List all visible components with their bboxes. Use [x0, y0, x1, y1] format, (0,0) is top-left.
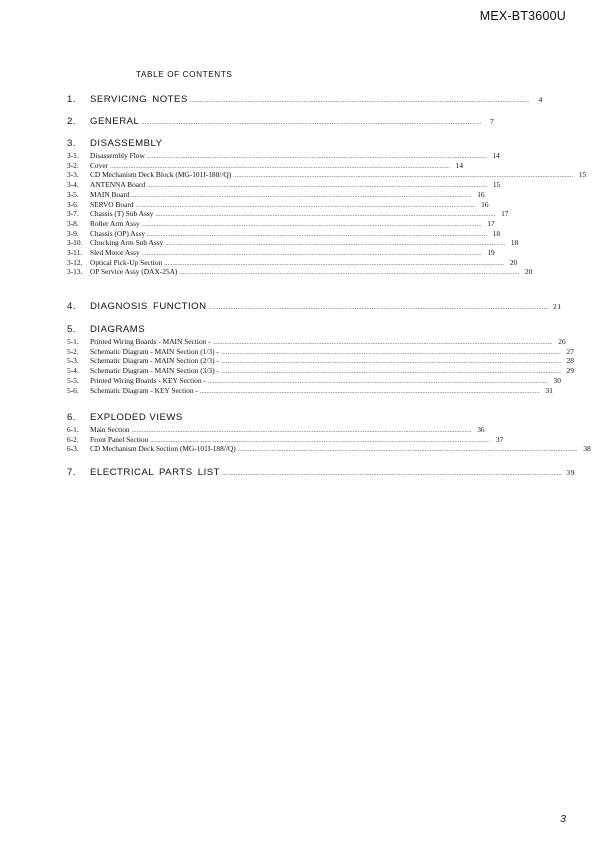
toc-entry[interactable] — [67, 257, 518, 267]
entry-title: Schematic Diagram - MAIN Section (3/3) - — [90, 366, 219, 376]
entry-number: 3-10. — [67, 238, 83, 248]
entry-title: Printed Wiring Boards - KEY Section - — [90, 375, 206, 385]
section-title: SERVICING NOTES — [90, 94, 188, 105]
section-number: 7. — [67, 467, 77, 478]
page-ref: 14 — [455, 160, 464, 170]
entry-number: 6-3. — [67, 444, 79, 454]
toc-entry[interactable] — [67, 366, 574, 376]
page-ref: 16 — [477, 189, 485, 199]
entry-title: Sled Motor Assy — [90, 248, 140, 257]
toc-entry[interactable] — [67, 385, 553, 395]
leader-dots: ........................................................................................................................................................................................................ — [199, 388, 540, 395]
section-number: 5. — [67, 324, 77, 335]
page-ref: 36 — [477, 425, 485, 434]
entry-number: 3-8. — [67, 218, 79, 228]
toc-entry-general[interactable] — [67, 116, 495, 127]
toc-entry[interactable] — [67, 267, 533, 277]
leader-dots: ........................................................................................................................................................................................................ — [147, 231, 488, 238]
leader-dots: ........................................................................................................................................................................................................ — [141, 221, 482, 228]
toc-entry[interactable] — [67, 444, 591, 454]
entry-title: Schematic Diagram - KEY Section - — [90, 385, 198, 395]
page-ref: 21 — [552, 302, 562, 311]
leader-dots: ........................................................................................................................................................................................................ — [208, 305, 549, 311]
section-title: GENERAL — [90, 116, 140, 127]
entry-number: 3-3. — [67, 170, 79, 180]
entry-title: Chassis (OP) Assy — [90, 228, 146, 238]
entry-title: Roller Arm Assy — [90, 218, 140, 228]
page-ref: 17 — [501, 209, 509, 219]
page-ref: 39 — [566, 468, 576, 477]
entry-number: 3-13. — [67, 267, 83, 277]
toc-entry[interactable] — [67, 160, 464, 170]
entry-title: OP Service Assy (DAX-25A) — [90, 267, 178, 277]
page-ref: 15 — [578, 170, 587, 180]
page-ref: 29 — [566, 366, 574, 376]
entry-title: MAIN Board — [90, 189, 130, 199]
entry-number: 5-5. — [67, 375, 79, 385]
leader-dots: ........................................................................................................................................................................................................ — [131, 192, 472, 199]
section-title: DISASSEMBLY — [90, 138, 163, 149]
toc-entry[interactable] — [67, 425, 485, 434]
toc-entry-electrical-parts-list[interactable] — [67, 467, 576, 478]
page-ref: 7 — [490, 117, 495, 126]
toc-entry[interactable] — [67, 337, 566, 346]
leader-dots: ........................................................................................................................................................................................................ — [135, 202, 476, 209]
page-ref: 18 — [510, 238, 519, 248]
entry-title: CD Mechanism Deck Block (MG-101I-188//Q) — [90, 170, 232, 180]
entry-title: CD Mechanism Deck Section (MG-101I-188//Q) — [90, 444, 236, 454]
entry-number: 5-1. — [67, 337, 79, 346]
entry-number: 5-2. — [67, 346, 79, 356]
page-ref: 14 — [492, 151, 500, 160]
page-ref: 28 — [566, 356, 574, 366]
entry-number: 3-6. — [67, 199, 79, 209]
entry-title: Chucking Arm Sub Assy — [90, 238, 164, 248]
entry-number: 6-1. — [67, 425, 79, 434]
page-ref: 37 — [495, 434, 504, 444]
toc-heading-exploded-views[interactable] — [67, 412, 183, 423]
section-number: 2. — [67, 116, 77, 127]
page-ref: 31 — [545, 385, 553, 395]
page-ref: 18 — [492, 228, 501, 238]
toc-entry-diagnosis-function[interactable] — [67, 301, 562, 312]
toc-entry[interactable] — [67, 356, 574, 366]
entry-number: 5-3. — [67, 356, 79, 366]
entry-number: 3-2. — [67, 160, 79, 170]
toc-title: TABLE OF CONTENTS — [136, 70, 233, 79]
page-number: 3 — [560, 813, 566, 825]
leader-dots: ........................................................................................................................................................................................................ — [141, 120, 482, 126]
entry-title: Printed Wiring Boards - MAIN Section - — [90, 337, 211, 346]
leader-dots: ........................................................................................................................................................................................................ — [207, 378, 548, 385]
entry-number: 3-5. — [67, 189, 79, 199]
entry-title: Front Panel Section — [90, 434, 149, 444]
leader-dots: ........................................................................................................................................................................................................ — [212, 340, 553, 346]
entry-number: 3-11. — [67, 248, 83, 257]
leader-dots: ........................................................................................................................................................................................................ — [189, 98, 530, 104]
section-number: 3. — [67, 138, 77, 149]
toc-entry[interactable] — [67, 218, 495, 228]
toc-entry[interactable] — [67, 228, 501, 238]
entry-title: SERVO Board — [90, 199, 134, 209]
section-title: DIAGRAMS — [90, 324, 146, 335]
page-ref: 38 — [583, 444, 591, 454]
leader-dots: ........................................................................................................................................................................................................ — [233, 173, 574, 180]
leader-dots: ........................................................................................................................................................................................................ — [220, 349, 561, 356]
leader-dots: ........................................................................................................................................................................................................ — [165, 241, 506, 248]
toc-entry[interactable] — [67, 199, 489, 209]
toc-heading-disassembly[interactable] — [67, 138, 163, 149]
leader-dots: ........................................................................................................................................................................................................ — [150, 437, 491, 444]
entry-title: Cover — [90, 160, 109, 170]
page-ref: 4 — [538, 95, 543, 104]
entry-title: Chassis (T) Sub Assy — [90, 209, 154, 219]
toc-entry[interactable] — [67, 346, 574, 356]
toc-entry[interactable] — [67, 375, 561, 385]
toc-entry[interactable] — [67, 170, 587, 180]
section-title: ELECTRICAL PARTS LIST — [90, 467, 221, 478]
leader-dots: ........................................................................................................................................................................................................ — [220, 369, 561, 376]
leader-dots: ........................................................................................................................................................................................................ — [110, 163, 451, 170]
entry-number: 3-12. — [67, 257, 83, 267]
toc-entry[interactable] — [67, 151, 500, 160]
toc-entry[interactable] — [67, 434, 504, 444]
entry-number: 3-1. — [67, 151, 79, 160]
section-number: 6. — [67, 412, 77, 423]
leader-dots: ........................................................................................................................................................................................................ — [146, 154, 487, 160]
page-ref: 16 — [481, 199, 489, 209]
leader-dots: ........................................................................................................................................................................................................ — [141, 251, 482, 257]
entry-title: Schematic Diagram - MAIN Section (2/3) - — [90, 356, 219, 366]
page-ref: 20 — [509, 257, 518, 267]
page-ref: 15 — [492, 180, 501, 190]
page-ref: 17 — [487, 218, 495, 228]
toc-entry[interactable] — [67, 248, 495, 257]
section-title: DIAGNOSIS FUNCTION — [90, 301, 207, 312]
page-ref: 27 — [566, 346, 574, 356]
toc-entry[interactable] — [67, 238, 519, 248]
section-number: 1. — [67, 94, 77, 105]
leader-dots: ........................................................................................................................................................................................................ — [220, 359, 561, 366]
leader-dots: ........................................................................................................................................................................................................ — [222, 471, 563, 477]
page-ref: 30 — [553, 375, 561, 385]
entry-number: 3-9. — [67, 228, 79, 238]
leader-dots: ........................................................................................................................................................................................................ — [237, 447, 578, 454]
toc-entry[interactable] — [67, 180, 501, 190]
page-ref: 26 — [558, 337, 566, 346]
page-ref: 19 — [487, 248, 495, 257]
toc-heading-diagrams[interactable] — [67, 324, 145, 335]
section-title: EXPLODED VIEWS — [90, 412, 183, 423]
entry-number: 5-6. — [67, 385, 79, 395]
entry-number: 3-7. — [67, 209, 79, 219]
leader-dots: ........................................................................................................................................................................................................ — [179, 270, 520, 277]
leader-dots: ........................................................................................................................................................................................................ — [131, 428, 472, 434]
entry-title: Optical Pick-Up Section — [90, 257, 163, 267]
leader-dots: ........................................................................................................................................................................................................ — [164, 260, 505, 267]
entry-title: ANTENNA Board — [90, 180, 146, 190]
model-number: MEX-BT3600U — [479, 9, 566, 23]
section-number: 4. — [67, 301, 77, 312]
page-ref: 20 — [525, 267, 533, 277]
entry-title: Disassembly Flow — [90, 151, 145, 160]
entry-number: 3-4. — [67, 180, 79, 190]
entry-title: Schematic Diagram - MAIN Section (1/3) - — [90, 346, 219, 356]
leader-dots: ........................................................................................................................................................................................................ — [155, 212, 496, 219]
entry-number: 5-4. — [67, 366, 79, 376]
leader-dots: ........................................................................................................................................................................................................ — [147, 183, 488, 190]
toc-entry[interactable] — [67, 189, 485, 199]
toc-entry[interactable] — [67, 209, 509, 219]
entry-title: Main Section — [90, 425, 130, 434]
toc-entry-servicing-notes[interactable] — [67, 94, 543, 105]
entry-number: 6-2. — [67, 434, 79, 444]
